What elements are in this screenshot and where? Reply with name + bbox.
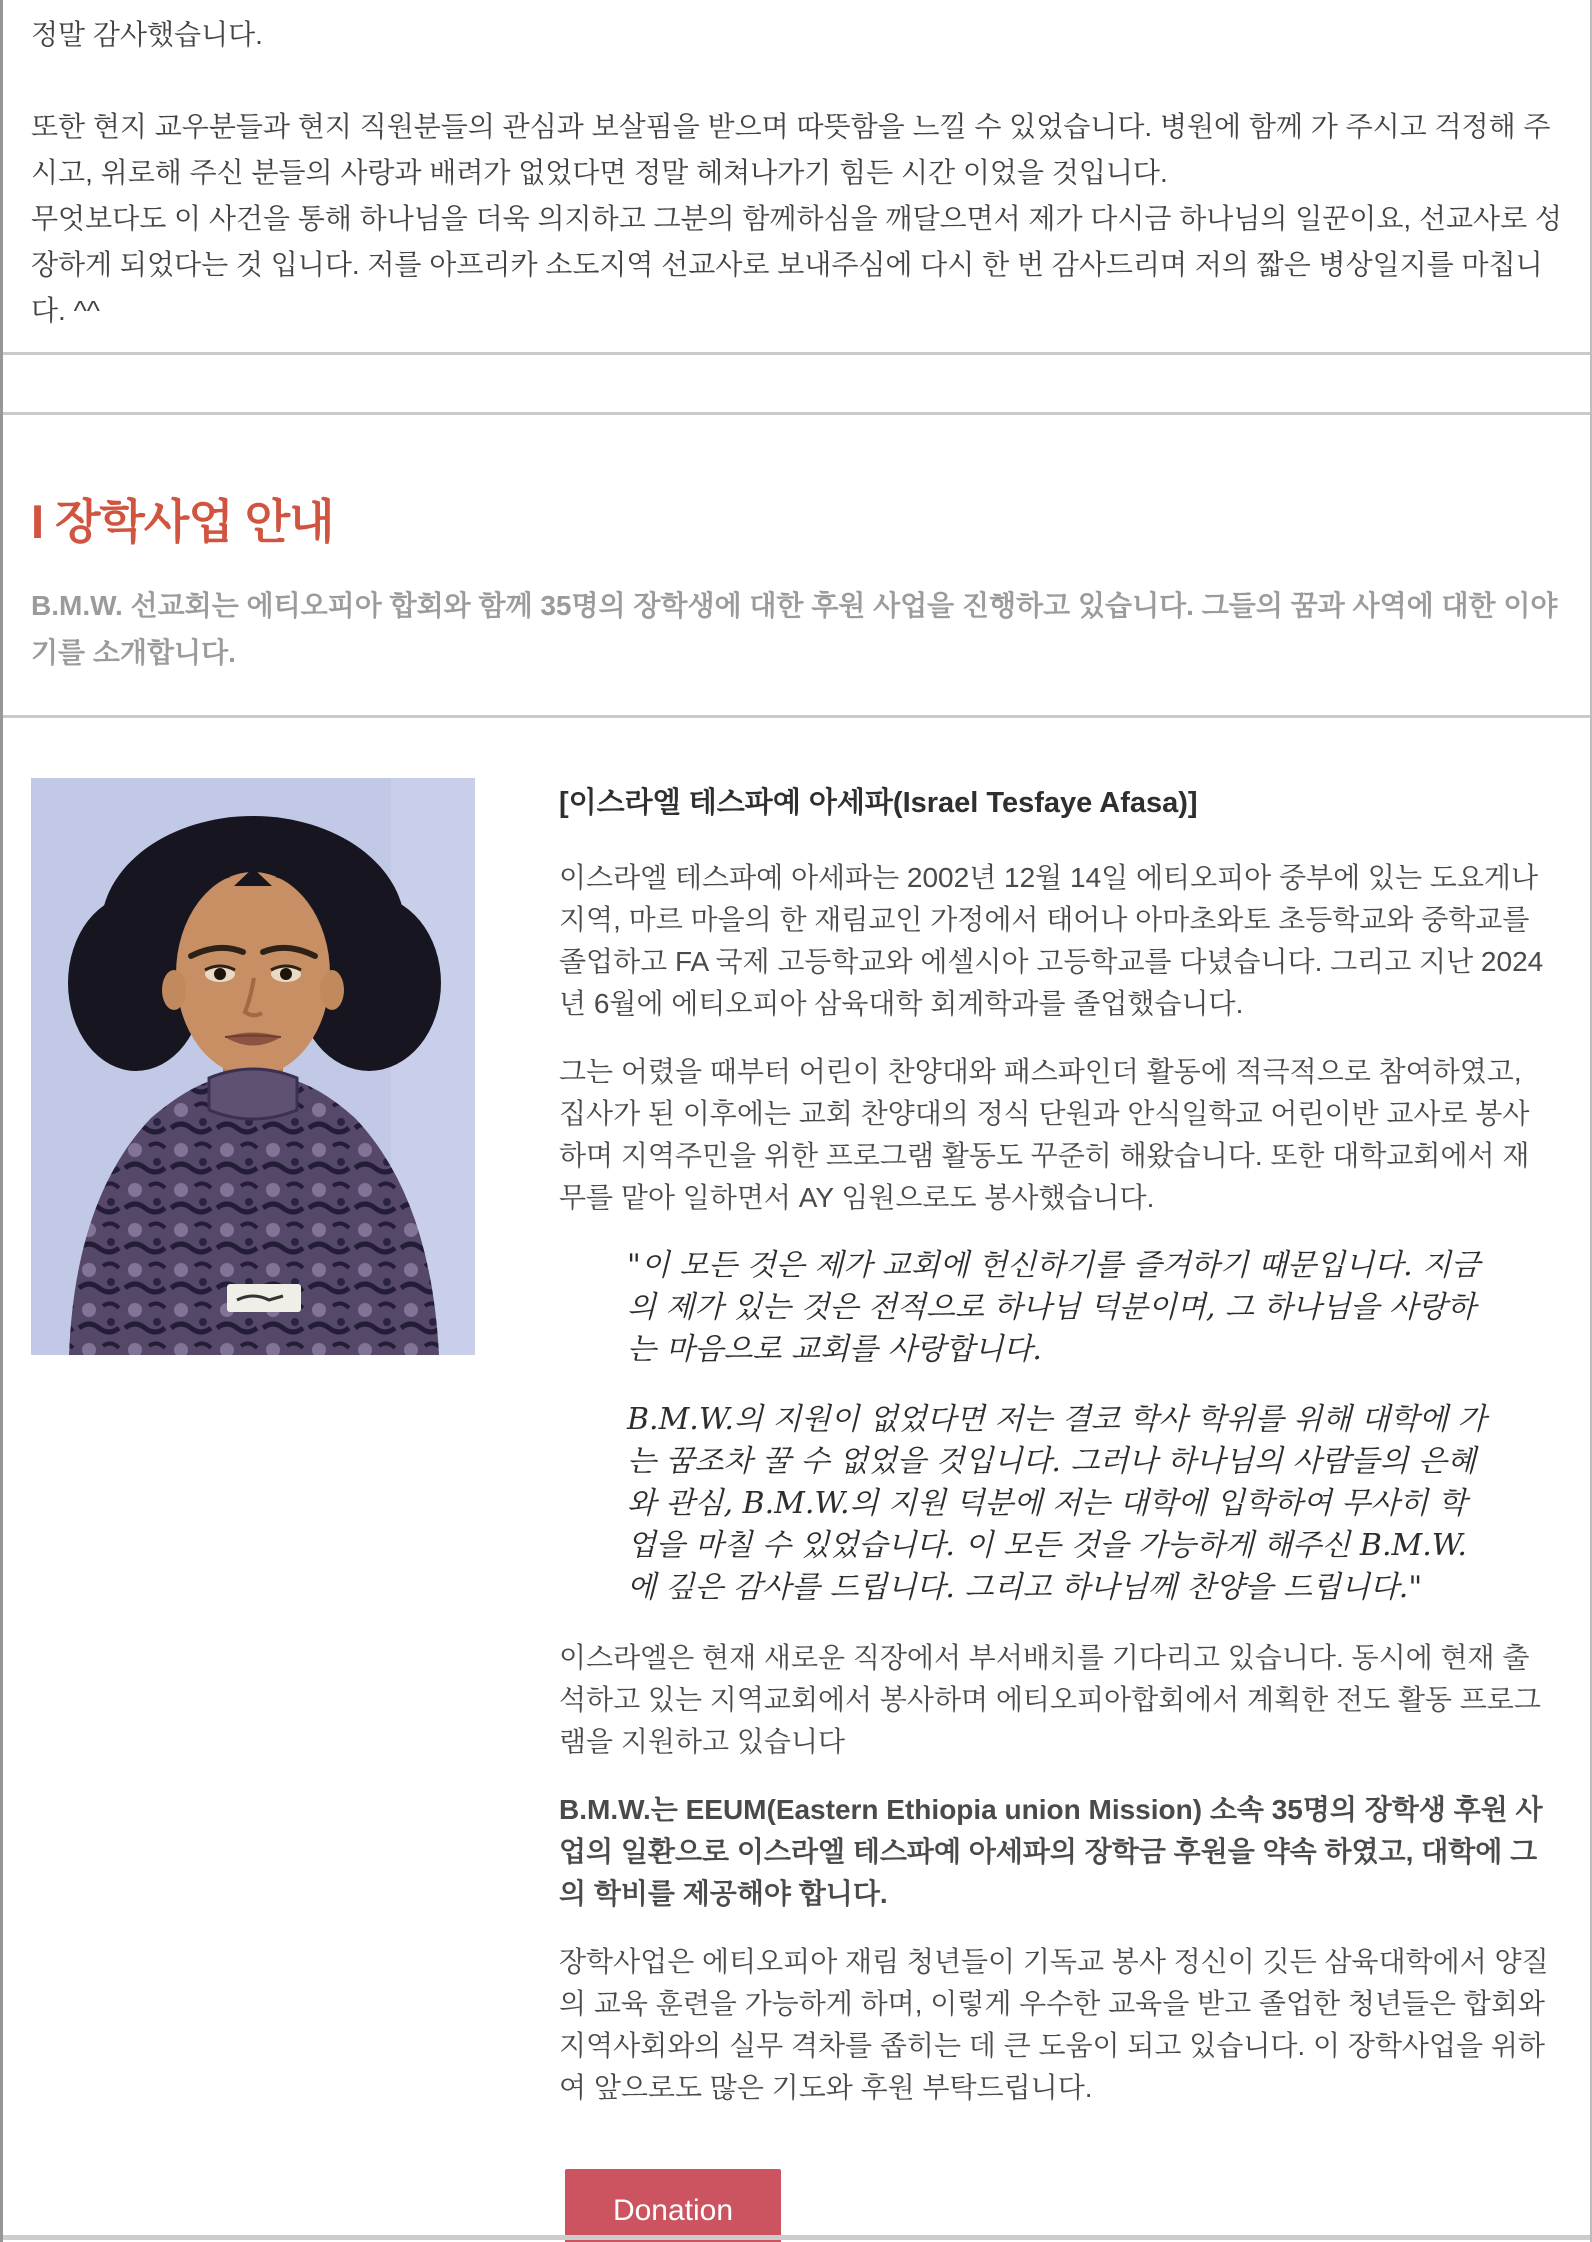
student-bio-paragraph: 이스라엘 테스파예 아세파는 2002년 12월 14일 에티오피아 중부에 있는 도요게나 지역, 마르 마을의 한 재림교인 가정에서 태어나 아마초와토 초등학교와 중학교를 졸업하고 FA 국제 고등학교와 에셀시아 고등학교를 다녔습니다. 그리고 지난 2024년 6월에 에티오피아 삼육대학 회계학과를 졸업했습니다. (559, 862, 1544, 1019)
student-quote-second: B.M.W.의 지원이 없었다면 저는 결코 학사 학위를 위해 대학에 가는 꿈조차 꿀 수 없었을 것입니다. 그러나 하나님의 사람들의 은혜와 관심, B.M.W.의 지원 덕분에 저는 대학에 입학하여 무사히 학업을 마칠 수 있었습니다. 이 모든 것을 가능하게 해주신 B.M.W.에 깊은 감사를 드립니다. 그리고 하나님께 찬양을 드립니다." (627, 1402, 1487, 1605)
scholarship-section-title: I 장학사업 안내 (31, 495, 334, 548)
donation-button[interactable]: Donation (565, 2169, 781, 2242)
student-name-heading: [이스라엘 테스파예 아세파(Israel Tesfaye Afasa)] (559, 787, 1198, 819)
closing-growth-paragraph: 무엇보다도 이 사건을 통해 하나님을 더욱 의지하고 그분의 함께하심을 깨달으면서 제가 다시금 하나님의 일꾼이요, 선교사로 성장하게 되었다는 것 입니다. 저를 아프리카 소도지역 선교사로 보내주심에 다시 한 번 감사드리며 저의 짧은 병상일지를 마칩니다. ^^ (31, 203, 1562, 326)
closing-warmth-paragraph: 또한 현지 교우분들과 현지 직원분들의 관심과 보살핌을 받으며 따뜻함을 느낄 수 있었습니다. 병원에 함께 가 주시고 걱정해 주시고, 위로해 주신 분들의 사랑과 배려가 없었다면 정말 헤쳐나가기 힘든 시간 이었을 것입니다. (31, 111, 1551, 188)
student-current-status-paragraph: 이스라엘은 현재 새로운 직장에서 부서배치를 기다리고 있습니다. 동시에 현재 출석하고 있는 지역교회에서 봉사하며 에티오피아합회에서 계획한 전도 활동 프로그램을 지원하고 있습니다 (559, 1642, 1541, 1757)
closing-section (3, 0, 1590, 355)
student-quote-first: "이 모든 것은 제가 교회에 헌신하기를 즐겨하기 때문입니다. 지금의 제가 있는 것은 전적으로 하나님 덕분이며, 그 하나님을 사랑하는 마음으로 교회를 사랑합니다. (627, 1248, 1481, 1367)
closing-thanks-paragraph: 정말 감사했습니다. (31, 19, 263, 50)
section-divider-band (3, 355, 1590, 415)
bottom-divider (3, 2235, 1590, 2240)
bmw-pledge-paragraph: B.M.W.는 EEUM(Eastern Ethiopia union Mission) 소속 35명의 장학생 후원 사업의 일환으로 이스라엘 테스파예 아세파의 장학금 후원을 약속 하였고, 대학에 그의 학비를 제공해야 합니다. (559, 1794, 1543, 1909)
student-portrait-photo (31, 778, 475, 1355)
student-profile-section (3, 718, 1590, 2242)
scholarship-outro-paragraph: 장학사업은 에티오피아 재림 청년들이 기독교 봉사 정신이 깃든 삼육대학에서 양질의 교육 훈련을 가능하게 하며, 이렇게 우수한 교육을 받고 졸업한 청년들은 합회와 지역사회와의 실무 격차를 좁히는 데 큰 도움이 되고 있습니다. 이 장학사업을 위하여 앞으로도 많은 기도와 후원 부탁드립니다. (559, 1946, 1549, 2103)
portrait-illustration (31, 778, 475, 1355)
student-service-paragraph: 그는 어렸을 때부터 어린이 찬양대와 패스파인더 활동에 적극적으로 참여하였고, 집사가 된 이후에는 교회 찬양대의 정식 단원과 안식일학교 어린이반 교사로 봉사하며 지역주민을 위한 프로그램 활동도 꾸준히 해왔습니다. 또한 대학교회에서 재무를 맡아 일하면서 AY 임원으로도 봉사했습니다. (559, 1056, 1530, 1213)
scholarship-heading-section (3, 415, 1590, 718)
scholarship-section-subtitle: B.M.W. 선교회는 에티오피아 합회와 함께 35명의 장학생에 대한 후원 사업을 진행하고 있습니다. 그들의 꿈과 사역에 대한 이야기를 소개합니다. (31, 590, 1558, 668)
student-quote-block (627, 1245, 1493, 1609)
student-profile-content (559, 778, 1549, 2242)
